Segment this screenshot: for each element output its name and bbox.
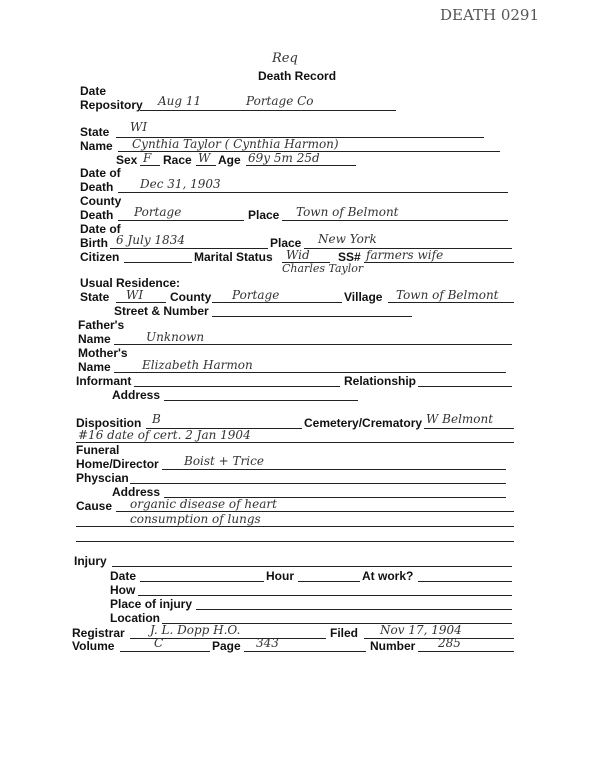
street-number-label: Street & Number [114,304,209,318]
informant-address-line [164,400,358,401]
repository-label: Repository [80,98,143,112]
birth-label: Birth [80,236,108,250]
number-value: 285 [438,636,461,650]
state-label: State [80,125,110,139]
father-name-label: Name [78,332,111,346]
injury-label: Injury [74,554,107,568]
race-line [196,165,216,166]
volume-line [120,651,210,652]
county-label: County [80,194,122,208]
res-village-line [388,302,514,303]
date-label: Date [80,84,107,98]
mother-name-line [114,372,506,373]
citizen-line [124,262,192,263]
how-label: How [110,583,136,597]
ss-value: farmers wife [366,248,444,262]
volume-label: Volume [72,639,115,653]
location-label: Location [110,611,160,625]
registrar-label: Registrar [72,626,125,640]
date-of-birth-label: Date of [80,222,121,236]
sex-line [140,165,160,166]
county-death-value: Portage [134,205,182,219]
repository-line [140,110,396,111]
disposition-note: #16 date of cert. 2 Jan 1904 [78,428,251,442]
place-of-injury-label: Place of injury [110,597,193,611]
home-director-label: Home/Director [76,457,159,471]
cemetery-value: W Belmont [426,412,494,426]
cause-value-1: organic disease of heart [130,497,277,511]
req-note: Req [272,51,298,66]
cause-value-2: consumption of lungs [130,512,261,526]
marital-status-label: Marital Status [194,250,273,264]
funeral-director-value: Boist + Trice [184,454,264,468]
age-line [246,165,356,166]
race-label: Race [163,153,192,167]
sex-value: F [143,151,152,165]
res-state-line [116,302,166,303]
page-label: Page [212,639,241,653]
page-line [244,651,366,652]
cemetery-label: Cemetery/Crematory [304,416,423,430]
cause-line-3 [76,541,514,542]
race-value: W [198,151,211,165]
sex-label: Sex [116,153,138,167]
repository-place-value: Portage Co [246,94,314,108]
date-of-death-label: Date of [80,166,121,180]
birth-place-label: Place [270,236,302,250]
physcian-line [130,483,506,484]
state-value: WI [130,120,148,134]
ss-line [364,262,514,263]
page-value: 343 [256,636,279,650]
funeral-director-line [162,469,506,470]
street-number-line [212,316,412,317]
cause-label: Cause [76,499,113,513]
place-death-label: Place [248,208,280,222]
age-label: Age [218,153,241,167]
informant-label: Informant [76,374,132,388]
repository-date-value: Aug 11 [158,94,202,108]
physcian-label: Physcian [76,471,129,485]
number-line [418,651,514,652]
mothers-label: Mother's [78,346,128,360]
fathers-label: Father's [78,318,125,332]
page-title: Death Record [258,69,337,83]
birth-date-line [110,248,268,249]
county-death-label: Death [80,208,114,222]
hour-label: Hour [266,569,294,583]
cause-line-2 [76,526,514,527]
spouse-note: Charles Taylor [282,262,364,275]
injury-line [112,566,512,567]
record-stamp: DEATH 0291 [440,6,540,24]
res-village-value: Town of Belmont [396,288,499,302]
name-value: Cynthia Taylor ( Cynthia Harmon) [132,137,339,151]
res-state-value: WI [126,288,144,302]
death-label: Death [80,180,114,194]
disposition-note-line [76,442,514,443]
mother-name-value: Elizabeth Harmon [142,358,253,372]
county-death-line [118,220,244,221]
informant-address-label: Address [112,388,161,402]
disposition-value: B [152,412,161,426]
birth-date-value: 6 July 1834 [116,233,185,247]
res-county-label: County [170,290,212,304]
father-name-line [114,344,512,345]
at-work-label: At work? [362,569,414,583]
relationship-line [418,386,512,387]
funeral-label: Funeral [76,443,120,457]
place-death-value: Town of Belmont [296,205,399,219]
ss-label: SS# [338,250,361,264]
res-county-value: Portage [232,288,280,302]
usual-residence-label: Usual Residence: [80,276,181,290]
injury-date-label: Date [110,569,137,583]
res-village-label: Village [344,290,383,304]
injury-date-line [140,581,264,582]
age-value: 69y 5m 25d [248,151,320,165]
res-county-line [212,302,342,303]
registrar-value: J. L. Dopp H.O. [150,623,241,637]
place-death-line [282,220,508,221]
mother-name-label: Name [78,360,111,374]
marital-status-value: Wid [286,248,310,262]
cemetery-line [424,428,514,429]
citizen-label: Citizen [80,250,120,264]
volume-value: C [154,636,164,650]
place-of-injury-line [196,609,512,610]
res-state-label: State [80,290,110,304]
informant-line [134,386,340,387]
name-label: Name [80,139,113,153]
number-label: Number [370,639,416,653]
how-line [138,595,512,596]
father-name-value: Unknown [146,330,205,344]
relationship-label: Relationship [344,374,417,388]
birth-place-value: New York [318,232,377,246]
filed-label: Filed [330,626,359,640]
death-date-line [118,192,508,193]
physcian-address-label: Address [112,485,161,499]
hour-line [298,581,360,582]
at-work-line [418,581,512,582]
filed-value: Nov 17, 1904 [380,623,462,637]
death-date-value: Dec 31, 1903 [140,177,221,191]
disposition-label: Disposition [76,416,142,430]
